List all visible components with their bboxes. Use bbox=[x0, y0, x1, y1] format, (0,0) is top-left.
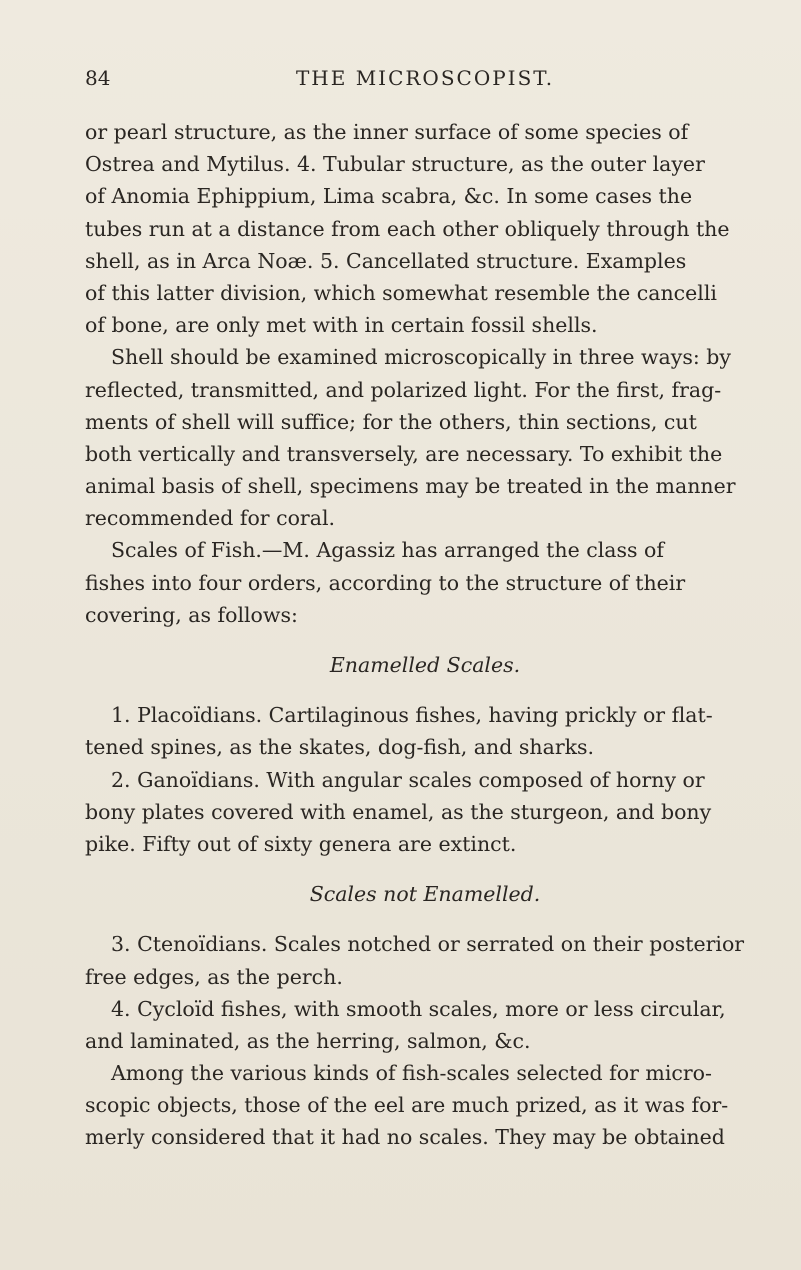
page-header bbox=[85, 66, 765, 96]
running-head: THE MICROSCOPIST. bbox=[295, 66, 555, 90]
text-line: covering, as follows: bbox=[85, 602, 298, 627]
text-line: scopic objects, those of the eel are much prized, as it was for- bbox=[85, 1093, 729, 1118]
list-item: 4. Cycloïd fishes, with smooth scales, more or less circular, bbox=[111, 996, 726, 1021]
list-item: 2. Ganoïdians. With angular scales composed of horny or bbox=[111, 767, 705, 792]
text-line: Shell should be examined microscopically in three ways: by bbox=[111, 345, 731, 370]
text-line: bony plates covered with enamel, as the sturgeon, and bony bbox=[85, 799, 712, 824]
text-line: of Anomia Ephippium, Lima scabra, &c. In some cases the bbox=[85, 184, 693, 209]
text-line: reflected, transmitted, and polarized light. For the first, frag- bbox=[85, 377, 722, 402]
text-line: tubes run at a distance from each other obliquely through the bbox=[85, 216, 730, 241]
text-line: pike. Fifty out of sixty genera are extinct. bbox=[85, 831, 517, 856]
text-line: or pearl structure, as the inner surface of some species of bbox=[85, 120, 689, 144]
list-item: 3. Ctenoïdians. Scales notched or serrated on their posterior bbox=[111, 932, 745, 957]
text-line: ments of shell will suffice; for the others, thin sections, cut bbox=[85, 409, 697, 434]
body-text bbox=[85, 116, 765, 1154]
text-line: Among the various kinds of fish-scales selected for micro- bbox=[111, 1061, 712, 1086]
text-line: both vertically and transversely, are necessary. To exhibit the bbox=[85, 441, 723, 466]
text-line: merly considered that it had no scales. They may be obtained bbox=[85, 1125, 725, 1150]
page-number: 84 bbox=[85, 66, 111, 90]
text-line: fishes into four orders, according to the structure of their bbox=[85, 570, 686, 595]
text-line: of this latter division, which somewhat resemble the cancelli bbox=[85, 280, 717, 305]
subheading-enamelled-scales: Enamelled Scales. bbox=[329, 653, 521, 677]
text-line: and laminated, as the herring, salmon, &c. bbox=[85, 1028, 531, 1053]
text-line: shell, as in Arca Noæ. 5. Cancellated structure. Examples bbox=[85, 248, 687, 273]
subheading-scales-not-enamelled: Scales not Enamelled. bbox=[309, 882, 541, 907]
text-line: Ostrea and Mytilus. 4. Tubular structure, as the outer layer bbox=[85, 152, 705, 177]
text-line: recommended for coral. bbox=[85, 506, 336, 531]
section-heading-line: Scales of Fish.—M. Agassiz has arranged the class of bbox=[111, 538, 664, 563]
text-line: of bone, are only met with in certain fossil shells. bbox=[85, 313, 598, 338]
text-line: tened spines, as the skates, dog-fish, and sharks. bbox=[85, 735, 595, 760]
text-line: animal basis of shell, specimens may be treated in the manner bbox=[85, 474, 736, 499]
list-item: 1. Placoïdians. Cartilaginous fishes, having prickly or flat- bbox=[111, 703, 713, 728]
text-line: free edges, as the perch. bbox=[85, 964, 343, 989]
